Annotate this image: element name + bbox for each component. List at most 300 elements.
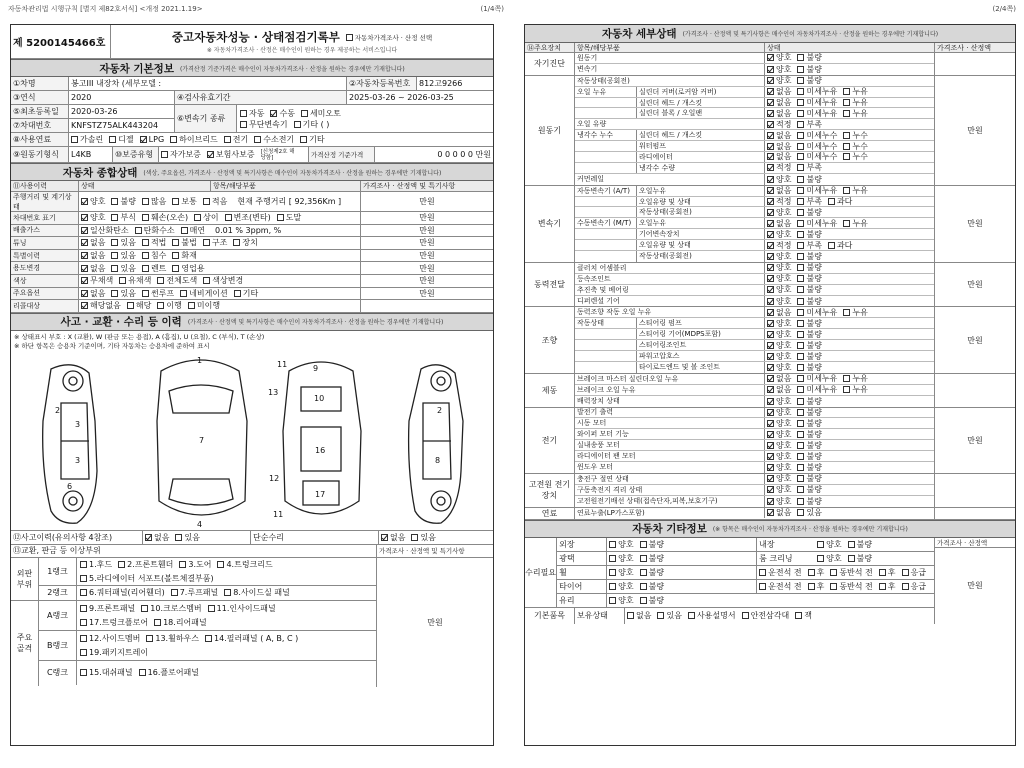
overall-status-checkbox[interactable] [157,277,164,284]
detail-status-checkbox[interactable] [767,66,774,73]
detail-status-label: 불량 [806,207,822,217]
other-status-checkbox[interactable] [609,569,616,576]
detail-status-checkbox[interactable] [767,121,774,128]
fuel-diesel-checkbox[interactable] [109,136,116,143]
fuel-hybrid-checkbox[interactable] [170,136,177,143]
outer-panel-ranks [39,558,376,600]
detail-status-checkbox[interactable] [767,464,774,471]
rank1-trunklid-checkbox[interactable] [217,561,224,568]
overall-status-checkbox[interactable] [180,290,187,297]
overall-status-label: 유채색 [128,276,152,286]
fuel-gasoline-label: 가솔린 [80,135,104,144]
other-extra-status-checkbox[interactable] [817,541,824,548]
other-extra-status-checkbox[interactable] [902,569,909,576]
detail-item [575,362,637,373]
detail-status-checkbox[interactable] [828,242,835,249]
detail-status [765,197,934,207]
fuel-other-checkbox[interactable] [300,136,307,143]
detail-status-checkbox[interactable] [797,209,804,216]
status-option [843,98,867,108]
status-option [767,296,791,307]
overall-status-checkbox[interactable] [142,198,149,205]
detail-status [765,374,934,384]
rank1-door-checkbox[interactable] [179,561,186,568]
detail-status-checkbox[interactable] [767,298,774,305]
detail-row [575,207,934,218]
detail-status-label: 불량 [806,318,822,328]
detail-status-checkbox[interactable] [843,88,850,95]
detail-status-checkbox[interactable] [797,121,804,128]
detail-item: 브레이크 오일 누유 [575,385,765,395]
detail-status-checkbox[interactable] [767,153,774,160]
status-option [759,567,801,578]
fuel-hydrogen-checkbox[interactable] [254,136,261,143]
status-option [111,196,135,207]
rankB-wheelhouse-checkbox[interactable] [146,635,153,642]
detail-status-checkbox[interactable] [767,331,774,338]
overall-status-checkbox[interactable] [81,239,88,246]
detail-status-checkbox[interactable] [797,143,804,150]
detail-status-checkbox[interactable] [797,353,804,360]
trans-manual-checkbox[interactable] [270,110,277,117]
detail-status-checkbox[interactable] [797,420,804,427]
detail-item [575,108,637,118]
other-extra-status-checkbox[interactable] [817,555,824,562]
detail-status-label: 없음 [776,374,792,384]
status-option [797,207,821,217]
rank1-radiator-support-label: 5.라디에이터 서포트(볼트체결부품) [89,573,214,583]
detail-status-checkbox[interactable] [797,486,804,493]
detail-status-checkbox[interactable] [843,220,850,227]
detail-status-checkbox[interactable] [797,132,804,139]
status-option [640,539,664,550]
overall-status-checkbox[interactable] [142,214,149,221]
detail-status-checkbox[interactable] [767,409,774,416]
detail-status [765,418,934,428]
rankC-dashpanel-checkbox[interactable] [80,669,87,676]
trans-semi-checkbox[interactable] [301,110,308,117]
rank2-quarter-checkbox[interactable] [80,589,87,596]
overall-status-checkbox[interactable] [142,252,149,259]
rankB-packagetray-checkbox[interactable] [80,649,87,656]
rank1-radiator-support-checkbox[interactable] [80,575,87,582]
exchange-table [11,558,493,687]
detail-status-checkbox[interactable] [843,110,850,117]
detail-status-checkbox[interactable] [797,253,804,260]
overall-status-label: 전체도색 [166,276,198,286]
detail-group-name: 연료 [525,508,575,519]
detail-status-checkbox[interactable] [797,66,804,73]
detail-status-label: 불량 [806,462,822,472]
other-extra-status-checkbox[interactable] [902,583,909,590]
detail-status-checkbox[interactable] [767,320,774,327]
detail-status [765,351,934,361]
other-status-checkbox[interactable] [609,541,616,548]
detail-status-checkbox[interactable] [767,164,774,171]
other-item-label: 광택 [557,552,607,565]
rankA-insidepanel-checkbox[interactable] [208,605,215,612]
detail-status-label: 누유 [852,87,868,97]
detail-status-label: 양호 [776,229,792,239]
overall-status-checkbox[interactable] [234,290,241,297]
detail-status-checkbox[interactable] [797,187,804,194]
other-item-label: 타이어 [557,580,607,593]
detail-status-checkbox[interactable] [797,298,804,305]
basic-yes-checkbox[interactable] [657,612,664,619]
detail-status-checkbox[interactable] [797,198,804,205]
overall-row-price: 만원 [419,225,435,235]
fuel-lpg-checkbox[interactable] [140,136,147,143]
detail-status-checkbox[interactable] [767,231,774,238]
car-diagram-svg [11,351,493,531]
detail-status-checkbox[interactable] [797,509,804,516]
overall-row-price [361,300,493,312]
other-item-label: 외장 [557,538,607,551]
rankA-crossmember-checkbox[interactable] [141,605,148,612]
detail-status-checkbox[interactable] [767,309,774,316]
overall-status-checkbox[interactable] [233,239,240,246]
other-extra-status-checkbox[interactable] [848,555,855,562]
detail-status-checkbox[interactable] [767,77,774,84]
detail-status-checkbox[interactable] [767,509,774,516]
overall-status-checkbox[interactable] [81,277,88,284]
detail-status-label: 불량 [806,329,822,339]
detail-status [765,76,934,86]
detail-status-checkbox[interactable] [767,242,774,249]
doc-number: 제 5200145466호 [11,25,111,58]
overall-title: 자동차 종합상태 [62,166,138,179]
detail-status-checkbox[interactable] [797,54,804,61]
detail-status-checkbox[interactable] [797,164,804,171]
detail-status-checkbox[interactable] [767,132,774,139]
detail-group [525,508,1015,520]
detail-status-checkbox[interactable] [767,486,774,493]
overall-status-checkbox[interactable] [157,302,164,309]
detail-status-checkbox[interactable] [797,264,804,271]
status-option [767,396,791,407]
detail-status-checkbox[interactable] [767,99,774,106]
detail-status-checkbox[interactable] [767,353,774,360]
status-option [767,76,791,86]
detail-status-label: 없음 [776,98,792,108]
detail-item: 클러치 어셈블리 [575,263,765,273]
simple-repair-none-label: 없음 [390,532,406,542]
overall-status-checkbox[interactable] [172,198,179,205]
detail-status-checkbox[interactable] [797,331,804,338]
detail-status-label: 미세누유 [806,186,838,196]
overall-status-checkbox[interactable] [142,290,149,297]
other-extra-status-checkbox[interactable] [848,541,855,548]
other-status-checkbox[interactable] [640,541,647,548]
rankC-floorpanel-checkbox[interactable] [139,669,146,676]
simple-repair-label: 단순수리 [251,531,379,544]
other-item-extra [757,552,934,565]
detail-status-checkbox[interactable] [767,264,774,271]
overall-status-checkbox[interactable] [81,252,88,259]
detail-status-checkbox[interactable] [797,464,804,471]
other-extra-status-checkbox[interactable] [808,583,815,590]
detail-status-checkbox[interactable] [767,342,774,349]
detail-status-checkbox[interactable] [797,342,804,349]
inspect-period-label: ④검사유효기간 [175,91,347,104]
detail-status-checkbox[interactable] [797,153,804,160]
other-status-checkbox[interactable] [640,583,647,590]
detail-status-checkbox[interactable] [767,386,774,393]
detail-group [525,263,1015,308]
other-extra-status-checkbox[interactable] [879,569,886,576]
fuel-electric-checkbox[interactable] [224,136,231,143]
basic-none-checkbox[interactable] [627,612,634,619]
detail-status-checkbox[interactable] [767,220,774,227]
rankA-rearpanel-checkbox[interactable] [154,619,161,626]
detail-status-checkbox[interactable] [843,153,850,160]
overall-status-checkbox[interactable] [81,265,88,272]
detail-status-label: 불량 [806,351,822,361]
overall-status-checkbox[interactable] [142,265,149,272]
trans-cvt-label: 무단변속기 [249,119,288,129]
detail-group-price: 만원 [967,335,983,345]
detail-status-checkbox[interactable] [767,275,774,282]
overall-status-checkbox[interactable] [188,302,195,309]
diagram-label-17: 17 [315,489,326,499]
detail-status-checkbox[interactable] [797,386,804,393]
detail-status-checkbox[interactable] [797,231,804,238]
status-option [808,581,825,592]
detail-item: 오일 누유 [575,87,637,97]
detail-status-checkbox[interactable] [843,187,850,194]
overall-status-checkbox[interactable] [203,198,210,205]
fuel-gasoline-checkbox[interactable] [71,136,78,143]
warranty-note: [신청제2호 해당함] [260,148,295,161]
detail-status-checkbox[interactable] [767,253,774,260]
detail-status-checkbox[interactable] [767,420,774,427]
detail-status-checkbox[interactable] [797,99,804,106]
rankA-frontpanel-checkbox[interactable] [80,605,87,612]
detail-row [575,451,934,462]
overall-status-checkbox[interactable] [81,290,88,297]
detail-status-checkbox[interactable] [797,110,804,117]
other-status-checkbox[interactable] [640,555,647,562]
overall-status-checkbox[interactable] [119,277,126,284]
rankA-trunkfloor-checkbox[interactable] [80,619,87,626]
rank1-fender-checkbox[interactable] [118,561,125,568]
overall-status-checkbox[interactable] [203,239,210,246]
detail-status-checkbox[interactable] [767,209,774,216]
detail-status-label: 없음 [776,307,792,317]
other-status-checkbox[interactable] [609,555,616,562]
basic-manual-checkbox[interactable] [688,612,695,619]
detail-status-checkbox[interactable] [767,143,774,150]
warranty-self-checkbox[interactable] [161,151,168,158]
trans-cvt-checkbox[interactable] [240,121,247,128]
other-status-checkbox[interactable] [609,583,616,590]
other-extra-status-checkbox[interactable] [759,583,766,590]
accident-yes-checkbox[interactable] [175,534,182,541]
detail-status-checkbox[interactable] [767,198,774,205]
detail-status-checkbox[interactable] [797,242,804,249]
other-extra-status-checkbox[interactable] [808,569,815,576]
accident-none-checkbox[interactable] [145,534,152,541]
detail-status-checkbox[interactable] [767,88,774,95]
diagram-label-11b: 11 [273,509,284,519]
detail-status-label: 양호 [776,329,792,339]
overall-status-checkbox[interactable] [135,227,142,234]
diagram-label-1: 1 [197,355,203,365]
overall-status-checkbox[interactable] [172,239,179,246]
detail-status-checkbox[interactable] [797,442,804,449]
warranty-self-label: 자가보증 [170,150,201,159]
simple-repair-yes-checkbox[interactable] [411,534,418,541]
rankB-pillar-checkbox[interactable] [205,635,212,642]
detail-status [765,64,934,75]
overall-status-checkbox[interactable] [81,302,88,309]
detail-status-checkbox[interactable] [767,286,774,293]
overall-status-checkbox[interactable] [81,214,88,221]
basic-triangle-checkbox[interactable] [742,612,749,619]
detail-status-checkbox[interactable] [767,54,774,61]
detail-part: 실린더 헤드 / 개스킷 [637,98,765,108]
overall-status-checkbox[interactable] [172,252,179,259]
other-status-checkbox[interactable] [609,597,616,604]
overall-status-checkbox[interactable] [81,227,88,234]
detail-status-checkbox[interactable] [767,187,774,194]
detail-status-checkbox[interactable] [797,176,804,183]
overall-status-checkbox[interactable] [277,214,284,221]
detail-status-checkbox[interactable] [797,77,804,84]
status-option [640,595,664,606]
other-extra-status-checkbox[interactable] [879,583,886,590]
status-option [767,307,791,317]
detail-status-checkbox[interactable] [843,99,850,106]
status-option [767,108,791,118]
other-status-label: 양호 [618,539,634,549]
detail-status-checkbox[interactable] [797,409,804,416]
detail-status-checkbox[interactable] [797,220,804,227]
detail-item: 자동변속기 (A/T) [575,186,637,196]
simple-repair-none-checkbox[interactable] [381,534,388,541]
status-option [848,553,872,564]
detail-row [575,218,934,229]
detail-status-checkbox[interactable] [797,375,804,382]
overall-status-checkbox[interactable] [127,302,134,309]
other-status-checkbox[interactable] [640,597,647,604]
detail-status-checkbox[interactable] [843,309,850,316]
status-option [843,87,867,97]
status-option [797,197,821,207]
detail-status-label: 누유 [852,108,868,118]
detail-status-label: 양호 [776,274,792,284]
overall-status-checkbox[interactable] [111,239,118,246]
detail-status-checkbox[interactable] [767,110,774,117]
detail-status-checkbox[interactable] [767,176,774,183]
basic-jack-label: 잭 [804,611,812,621]
overall-status-checkbox[interactable] [111,198,118,205]
detail-status-checkbox[interactable] [797,364,804,371]
detail-status-checkbox[interactable] [767,442,774,449]
other-extra-status-checkbox[interactable] [830,569,837,576]
detail-status-checkbox[interactable] [797,498,804,505]
detail-group-rows [575,53,935,75]
status-option [277,212,301,223]
detail-status-checkbox[interactable] [797,88,804,95]
detail-status-checkbox[interactable] [797,286,804,293]
rank2-roof-checkbox[interactable] [171,589,178,596]
detail-status-checkbox[interactable] [797,431,804,438]
overall-status-checkbox[interactable] [81,198,88,205]
other-status-label: 불량 [648,581,665,591]
detail-status-checkbox[interactable] [797,320,804,327]
warranty-insurance-checkbox[interactable] [207,151,214,158]
other-item-status [607,580,757,593]
detail-status-checkbox[interactable] [767,475,774,482]
other-extra-status-checkbox[interactable] [759,569,766,576]
overall-status-label: 침수 [150,251,167,261]
detail-status-label: 불량 [806,407,822,417]
detail-status-checkbox[interactable] [767,398,774,405]
overall-status-checkbox[interactable] [111,265,118,272]
detail-status-checkbox[interactable] [767,375,774,382]
overall-status-checkbox[interactable] [203,277,210,284]
detail-status-checkbox[interactable] [843,143,850,150]
other-status-label: 불량 [648,567,665,577]
status-option [172,263,204,274]
detail-status-checkbox[interactable] [767,431,774,438]
detail-status-checkbox[interactable] [828,198,835,205]
detail-status-checkbox[interactable] [767,498,774,505]
overall-status-checkbox[interactable] [194,214,201,221]
overall-row-label: 차대번호 표기 [11,212,79,224]
detail-status-checkbox[interactable] [843,386,850,393]
detail-item [575,351,637,361]
other-extra-status-checkbox[interactable] [830,583,837,590]
detail-status-checkbox[interactable] [843,375,850,382]
overall-status-checkbox[interactable] [225,214,232,221]
detail-status-label: 양호 [776,451,792,461]
other-status-label: 불량 [648,595,665,605]
detail-item: 브레이크 마스터 실린더오일 누유 [575,374,765,384]
basic-jack-checkbox[interactable] [795,612,802,619]
overall-status-checkbox[interactable] [111,290,118,297]
detail-status-checkbox[interactable] [797,475,804,482]
detail-status-checkbox[interactable] [797,275,804,282]
detail-status-checkbox[interactable] [767,453,774,460]
trans-other-checkbox[interactable] [294,121,301,128]
overall-status-checkbox[interactable] [181,227,188,234]
price-service-checkbox[interactable] [346,34,353,41]
detail-status-checkbox[interactable] [767,364,774,371]
detail-status-label: 미세누수 [806,152,838,162]
trans-auto-checkbox[interactable] [240,110,247,117]
rank1-hood-checkbox[interactable] [80,561,87,568]
detail-status-checkbox[interactable] [797,398,804,405]
accident-section-header [11,313,493,331]
overall-status-checkbox[interactable] [172,265,179,272]
status-option [135,225,175,236]
detail-status-label: 적정 [776,240,792,250]
overall-status-checkbox[interactable] [111,214,118,221]
detail-status-checkbox[interactable] [797,309,804,316]
rank2-sidesill-checkbox[interactable] [224,589,231,596]
detail-item [575,340,637,350]
overall-status-checkbox[interactable] [142,239,149,246]
rankB-sidemember-checkbox[interactable] [80,635,87,642]
detail-group-price: 만원 [967,219,983,229]
detail-status-checkbox[interactable] [797,453,804,460]
detail-status-checkbox[interactable] [843,132,850,139]
detail-row [575,396,934,407]
other-status-checkbox[interactable] [640,569,647,576]
overall-status-checkbox[interactable] [111,252,118,259]
